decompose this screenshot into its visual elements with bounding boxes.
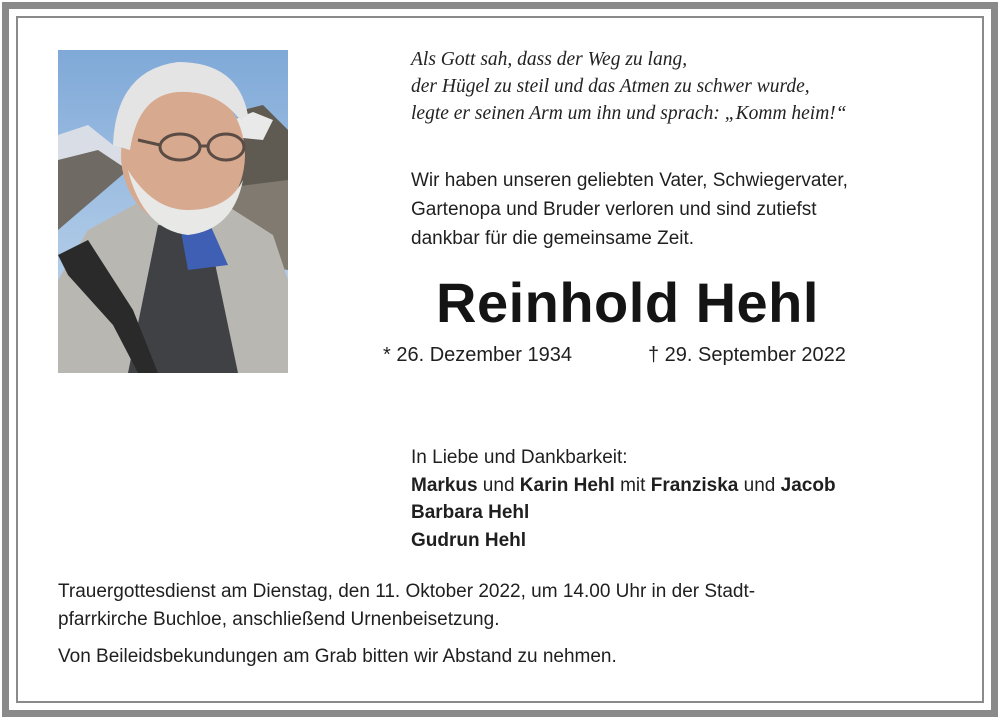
intro-line: dankbar für die gemeinsame Zeit. (411, 228, 695, 249)
mourner-connector: und (477, 474, 520, 496)
mourners-block (411, 444, 971, 554)
deceased-name: Reinhold Hehl (436, 271, 819, 334)
intro-line: Wir haben unseren geliebten Vater, Schwiegervater, (411, 170, 848, 191)
poem-line: der Hügel zu steil und das Atmen zu schwer wurde, (411, 76, 810, 97)
portrait-photo (58, 50, 288, 373)
funeral-service-notice (58, 578, 978, 634)
service-line: Trauergottesdienst am Dienstag, den 11. Oktober 2022, um 14.00 Uhr in der Stadt- (58, 581, 756, 602)
death-date: † 29. September 2022 (648, 344, 846, 366)
mourners-heading: In Liebe und Dankbarkeit: (411, 447, 628, 468)
mourner-name: Jacob (780, 474, 836, 496)
poem (411, 46, 971, 127)
mourner-name: Gudrun Hehl (411, 529, 527, 551)
intro-line: Gartenopa und Bruder verloren und sind zutiefst (411, 199, 817, 220)
service-line: pfarrkirche Buchloe, anschließend Urnenbeisetzung. (58, 609, 500, 630)
condolence-notice: Von Beileidsbekundungen am Grab bitten wir Abstand zu nehmen. (58, 646, 617, 667)
mourner-name: Karin Hehl (519, 474, 615, 496)
poem-line: legte er seinen Arm um ihn und sprach: „Komm heim!“ (411, 103, 847, 124)
poem-line: Als Gott sah, dass der Weg zu lang, (411, 49, 688, 70)
mourner-connector: und (738, 474, 781, 496)
mourners-row (411, 472, 971, 500)
birth-date: * 26. Dezember 1934 (383, 344, 573, 366)
mourner-name: Franziska (650, 474, 739, 496)
mourner-name: Markus (411, 474, 478, 496)
intro-text (411, 166, 971, 253)
mourner-name: Barbara Hehl (411, 502, 530, 523)
mourner-connector: mit (614, 474, 651, 496)
